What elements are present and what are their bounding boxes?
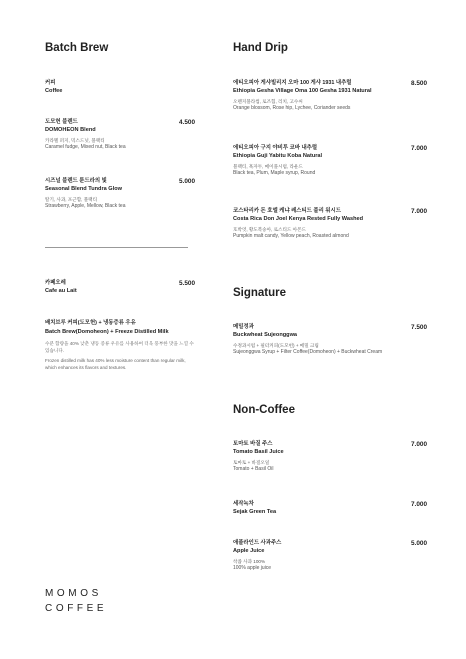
item-name-en: Buckwheat Sujeonggwa <box>233 332 298 338</box>
item-desc-ko: 카라멜 퍼지, 믹스드넛, 블랙티 <box>45 138 105 143</box>
logo-line-1: MOMOS <box>45 588 102 599</box>
menu-item-yabitu-koba <box>233 145 427 177</box>
section-title-hand-drip: Hand Drip <box>233 42 288 54</box>
item-name-en: Costa Rica Don Joel Kenya Rested Fully Washed <box>233 216 364 222</box>
menu-item-batch-brew-milk <box>45 320 195 371</box>
item-name-ko: 세작녹차 <box>233 501 254 507</box>
item-desc-ko: 착즙 사과 100% <box>233 559 266 564</box>
item-name-en: Ethiopia Guji Yabitu Koba Natural <box>233 153 323 159</box>
item-name-en: Cafe au Lait <box>45 288 77 294</box>
item-price: 7.000 <box>411 208 427 215</box>
item-price: 5.500 <box>179 280 195 287</box>
item-name-ko: 에티오피아 게샤빌리지 오마 100 게샤 1931 내추럴 <box>233 80 352 86</box>
item-price: 7.000 <box>411 441 427 448</box>
item-name-en: Batch Brew(Domoheon) + Freeze Distilled Milk <box>45 329 169 335</box>
menu-item-sejak-green-tea <box>233 501 427 516</box>
item-name-ko: 배치브루 커피(도모헌) + 냉동증류 우유 <box>45 320 136 326</box>
menu-item-buckwheat-sujeonggwa <box>233 324 427 356</box>
menu-item-tomato-basil-juice <box>233 441 427 473</box>
menu-item-gesha-village <box>233 80 427 112</box>
item-desc-en: Caramel fudge, Mixed nut, Black tea <box>45 144 126 150</box>
item-desc-en: Orange blossom, Rose hip, Lychee, Coriander seeds <box>233 105 351 111</box>
item-price: 4.500 <box>179 119 195 126</box>
item-name-en: Coffee <box>45 88 63 94</box>
menu-item-costa-rica <box>233 208 427 240</box>
menu-item-coffee <box>45 80 195 95</box>
item-name-en: Seasonal Blend Tundra Glow <box>45 186 122 192</box>
item-name-en: Sejak Green Tea <box>233 509 277 515</box>
item-name-ko: 애플라인드 사과주스 <box>233 540 282 546</box>
item-name-ko: 코스타리카 돈 호엘 케냐 레스티드 풀리 워시드 <box>233 208 341 214</box>
item-name-en: Apple Juice <box>233 548 265 554</box>
item-name-en: DOMOHEON Blend <box>45 127 96 133</box>
item-name-ko: 메밀정과 <box>233 324 254 330</box>
item-note-ko: 수분 함량을 40% 낮춘 냉동 증류 우유를 사용하여 더욱 풍부한 맛을 느낄 수 있습니다. <box>45 341 194 353</box>
item-price: 8.500 <box>411 80 427 87</box>
item-desc-en: Tomato + Basil Oil <box>233 466 274 472</box>
item-name-en: Ethiopia Gesha Village Oma 100 Gesha 1931 Natural <box>233 88 372 94</box>
item-price: 7.500 <box>411 324 427 331</box>
item-desc-ko: 딸기, 사과, 포근함, 블랙티 <box>45 197 98 202</box>
item-price: 5.000 <box>179 178 195 185</box>
momos-coffee-logo <box>45 586 107 616</box>
item-name-ko: 시즈널 블렌드 툰드라의 빛 <box>45 178 107 184</box>
section-title-signature: Signature <box>233 287 287 299</box>
item-name-en: Tomato Basil Juice <box>233 449 284 455</box>
menu-item-domoheon-blend <box>45 119 195 151</box>
item-desc-ko: 호박엿, 황도복숭아, 로스티드 아몬드 <box>233 227 306 232</box>
menu-item-cafe-au-lait <box>45 280 195 295</box>
item-desc-en: Strawberry, Apple, Mellow, Black tea <box>45 203 126 209</box>
section-title-batch-brew: Batch Brew <box>45 42 109 54</box>
item-price: 7.000 <box>411 145 427 152</box>
menu-item-tundra-glow <box>45 178 195 210</box>
item-desc-en: Sujeonggwa Syrup + Filter Coffee(Domoheon) + Buckwheat Cream <box>233 349 383 355</box>
section-divider <box>45 247 188 248</box>
menu-item-apple-juice <box>233 540 427 572</box>
item-name-ko: 커피 <box>45 80 56 86</box>
item-desc-en: Pumpkin malt candy, Yellow peach, Roasted almond <box>233 233 349 239</box>
item-desc-en: 100% apple juice <box>233 565 272 571</box>
item-desc-ko: 토마토 + 바질오일 <box>233 460 270 465</box>
item-desc-en: Black tea, Plum, Maple syrup, Round <box>233 170 316 176</box>
item-price: 5.000 <box>411 540 427 547</box>
item-desc-ko: 블랙티, 흑자두, 메이플시럽, 라운드 <box>233 164 303 169</box>
item-note-en: Frozen distilled milk has 40% less moisture content than regular milk, which enhances its flavors and textures. <box>45 358 186 370</box>
logo-line-2: COFFEE <box>45 603 108 614</box>
item-name-ko: 토마토 바질 주스 <box>233 441 273 447</box>
item-price: 7.000 <box>411 501 427 508</box>
item-name-ko: 에티오피아 구지 야비투 코바 내추럴 <box>233 145 318 151</box>
item-name-ko: 도모헌 블렌드 <box>45 119 78 125</box>
item-desc-ko: 오렌지블라썸, 로즈힙, 리치, 고수씨 <box>233 99 303 104</box>
section-title-non-coffee: Non-Coffee <box>233 404 295 416</box>
item-name-ko: 카페오레 <box>45 280 66 286</box>
item-desc-ko: 수정과시럽 + 필터커피(도모헌) + 메밀 크림 <box>233 343 319 348</box>
